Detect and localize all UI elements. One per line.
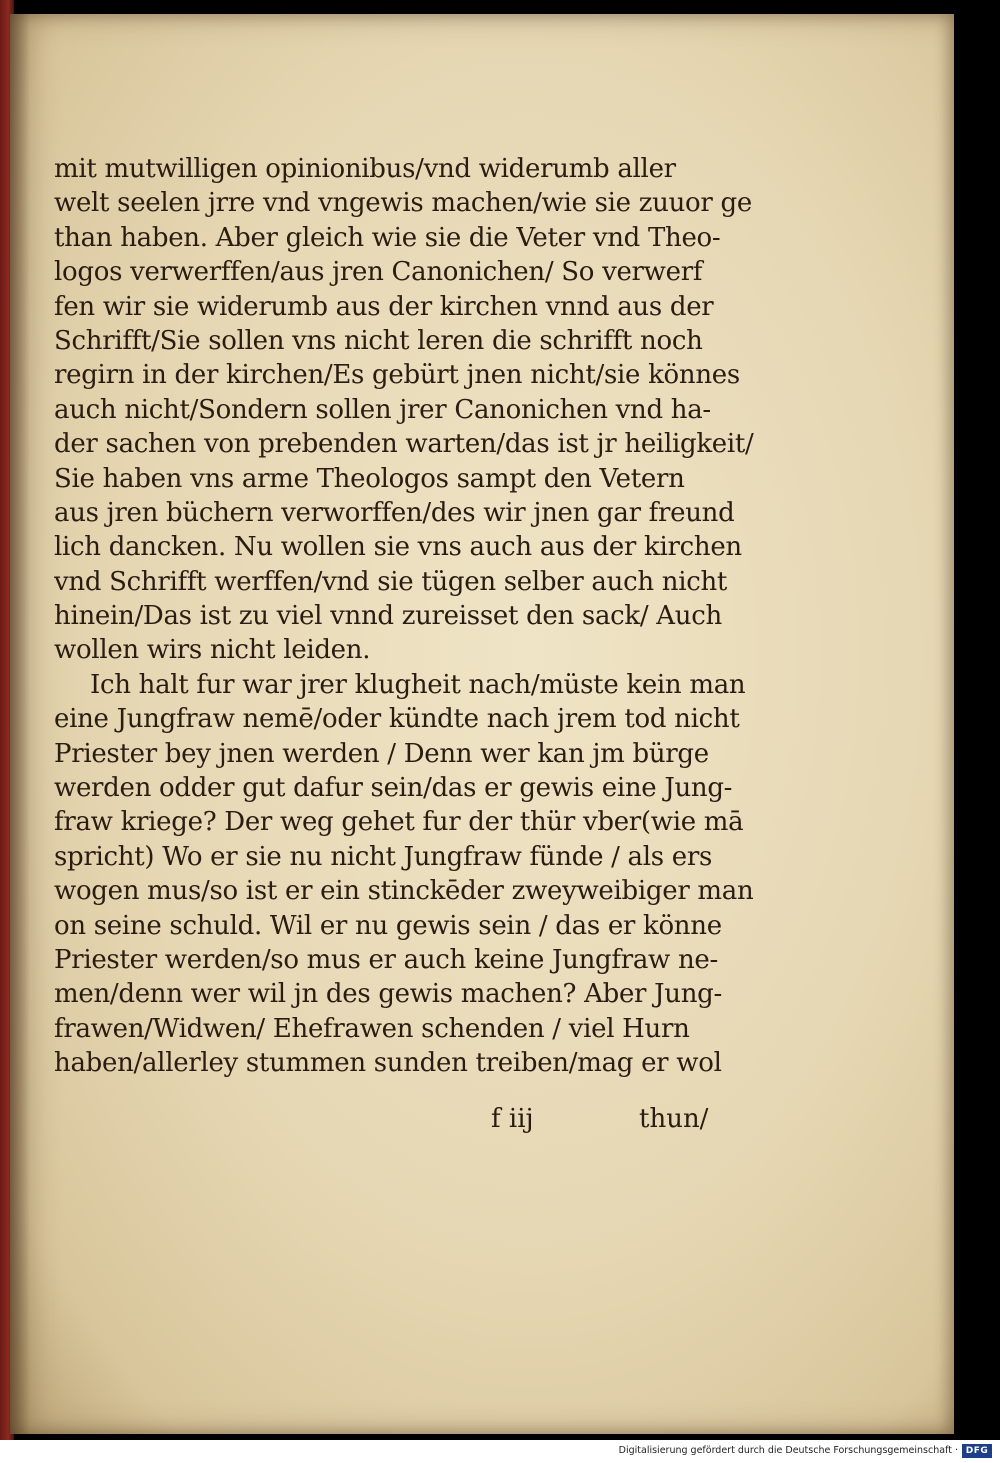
- text-line: welt seelen jrre vnd vngewis machen/wie sie zuuor ge: [54, 188, 752, 219]
- text-line: vnd Schrifft werffen/vnd sie tügen selber auch nicht: [54, 566, 728, 597]
- text-line: Sie haben vns arme Theologos sampt den Vetern: [54, 463, 685, 494]
- text-line: mit mutwilligen opinionibus/vnd widerumb aller: [54, 154, 676, 184]
- text-line: wogen mus/so ist er ein stinckēder zweyweibiger man: [54, 876, 754, 907]
- text-line: lich dancken. Nu wollen sie vns auch aus der kirchen: [54, 532, 742, 563]
- catchword: thun/: [639, 1104, 709, 1134]
- text-line: Schrifft/Sie sollen vns nicht leren die schrifft noch: [54, 325, 703, 356]
- text-line: regirn in der kirchen/Es gebürt jnen nicht/sie könnes: [54, 360, 740, 391]
- text-line: Ich halt fur war jrer klugheit nach/müste kein man: [90, 669, 746, 700]
- text-line: aus jren büchern verworffen/des wir jnen gar freund: [54, 497, 735, 528]
- body-text: [54, 152, 754, 1081]
- dfg-logo-icon: DFG: [962, 1444, 992, 1458]
- text-line: Priester werden/so mus er auch keine Jungfraw ne-: [54, 944, 718, 975]
- funding-credit: Digitalisierung gefördert durch die Deutsche Forschungsgemeinschaft ·: [618, 1445, 958, 1456]
- text-line: auch nicht/Sondern sollen jrer Canonichen vnd ha-: [54, 394, 711, 425]
- page-footer: [54, 1104, 754, 1138]
- text-line: men/denn wer wil jn des gewis machen? Aber Jung-: [54, 979, 722, 1010]
- text-line: wollen wirs nicht leiden.: [54, 635, 371, 666]
- text-line: fraw kriege? Der weg gehet fur der thür vber(wie mā: [54, 807, 744, 838]
- text-line: frawen/Widwen/ Ehefrawen schenden / viel Hurn: [54, 1013, 690, 1044]
- text-line: der sachen von prebenden warten/das ist jr heiligkeit/: [54, 429, 754, 460]
- text-line: eine Jungfraw nemē/oder kündte nach jrem tod nicht: [54, 704, 740, 735]
- text-line: on seine schuld. Wil er nu gewis sein / das er könne: [54, 910, 722, 941]
- text-line: spricht) Wo er sie nu nicht Jungfraw fünde / als ers: [54, 841, 713, 872]
- text-line: hinein/Das ist zu viel vnnd zureisset den sack/ Auch: [54, 601, 722, 632]
- text-line: haben/allerley stummen sunden treiben/mag er wol: [54, 1048, 722, 1079]
- text-line: logos verwerffen/aus jren Canonichen/ So verwerf: [54, 257, 703, 288]
- text-line: Priester bey jnen werden / Denn wer kan jm bürge: [54, 738, 709, 769]
- text-line: than haben. Aber gleich wie sie die Veter vnd Theo-: [54, 222, 721, 253]
- page-gutter-shadow: [10, 14, 30, 1434]
- text-line: fen wir sie widerumb aus der kirchen vnnd aus der: [54, 291, 714, 322]
- signature-mark: f iij: [491, 1104, 534, 1134]
- text-line: werden odder gut dafur sein/das er gewis eine Jung-: [54, 773, 733, 804]
